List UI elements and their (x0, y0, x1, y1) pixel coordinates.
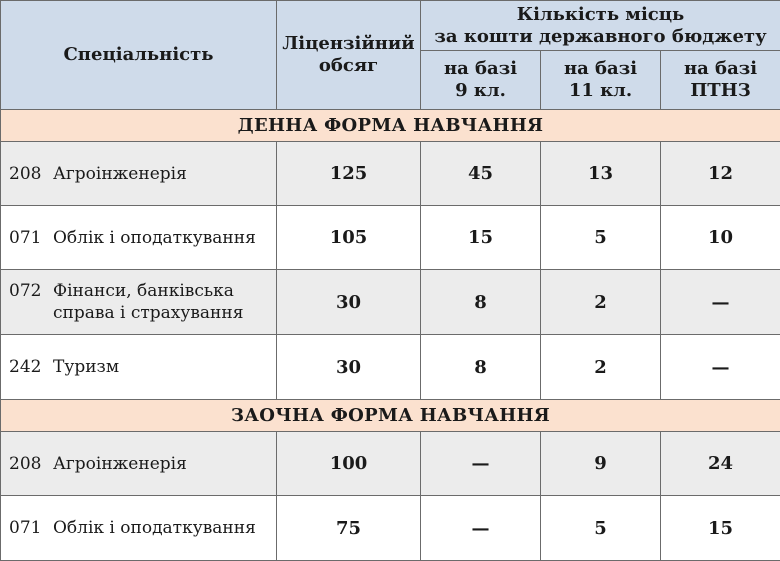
license-cell: 125 (277, 142, 421, 206)
header-specialty: Спеціальність (1, 1, 277, 110)
table-row (1, 206, 780, 270)
base11-cell: 5 (541, 496, 661, 561)
license-cell: 100 (277, 432, 421, 496)
table-row (1, 496, 780, 561)
base9-cell: — (421, 496, 541, 561)
specialty-name: Туризм (53, 357, 119, 377)
specialty-code: 071 (9, 517, 53, 539)
specialty-cell (1, 496, 277, 561)
license-cell: 30 (277, 335, 421, 400)
header-base-ptnz (661, 51, 780, 110)
header-base-9-line2: 9 кл. (421, 80, 540, 102)
specialty-cell (1, 432, 277, 496)
header-budget-line1: Кількість місць (421, 4, 780, 26)
header-license-line1: Ліцензійний (277, 33, 420, 55)
base11-cell: 13 (541, 142, 661, 206)
specialty-cell (1, 142, 277, 206)
header-license-volume (277, 1, 421, 110)
section-title-day: ДЕННА ФОРМА НАВЧАННЯ (1, 110, 780, 142)
section-row-extramural (1, 400, 780, 432)
specialty-code: 071 (9, 227, 53, 249)
table-row (1, 142, 780, 206)
ptnz-cell: 12 (661, 142, 780, 206)
header-base-9-line1: на базі (421, 58, 540, 80)
base9-cell: 8 (421, 270, 541, 335)
license-cell: 105 (277, 206, 421, 270)
specialty-cell (1, 206, 277, 270)
section-row-day (1, 110, 780, 142)
base11-cell: 2 (541, 270, 661, 335)
header-base-ptnz-line1: на базі (661, 58, 780, 80)
base11-cell: 9 (541, 432, 661, 496)
header-base-ptnz-line2: ПТНЗ (661, 80, 780, 102)
header-base-11-line1: на базі (541, 58, 660, 80)
specialty-name-line2: справа і страхування (53, 302, 243, 324)
specialty-name: Агроінженерія (53, 164, 187, 184)
base9-cell: 8 (421, 335, 541, 400)
specialty-code: 208 (9, 163, 53, 185)
table-row (1, 270, 780, 335)
base11-cell: 5 (541, 206, 661, 270)
license-cell: 30 (277, 270, 421, 335)
table-row (1, 432, 780, 496)
header-budget-line2: за кошти державного бюджету (421, 26, 780, 48)
specialty-name: Облік і оподаткування (53, 518, 256, 538)
ptnz-cell: 15 (661, 496, 780, 561)
base9-cell: 45 (421, 142, 541, 206)
license-cell: 75 (277, 496, 421, 561)
section-title-extramural: ЗАОЧНА ФОРМА НАВЧАННЯ (1, 400, 780, 432)
specialty-name: Агроінженерія (53, 454, 187, 474)
header-base-11 (541, 51, 661, 110)
base9-cell: — (421, 432, 541, 496)
base9-cell: 15 (421, 206, 541, 270)
specialty-code: 208 (9, 453, 53, 475)
header-base-9 (421, 51, 541, 110)
ptnz-cell: — (661, 270, 780, 335)
ptnz-cell: 10 (661, 206, 780, 270)
header-license-line2: обсяг (277, 55, 420, 77)
specialty-cell (1, 270, 277, 335)
ptnz-cell: 24 (661, 432, 780, 496)
ptnz-cell: — (661, 335, 780, 400)
specialty-code: 242 (9, 356, 53, 378)
header-budget-places (421, 1, 780, 51)
specialty-name-line1: Фінанси, банківська (53, 280, 243, 302)
specialty-code: 072 (9, 280, 53, 302)
header-base-11-line2: 11 кл. (541, 80, 660, 102)
table-row (1, 335, 780, 400)
base11-cell: 2 (541, 335, 661, 400)
specialty-name: Облік і оподаткування (53, 228, 256, 248)
specialty-cell (1, 335, 277, 400)
